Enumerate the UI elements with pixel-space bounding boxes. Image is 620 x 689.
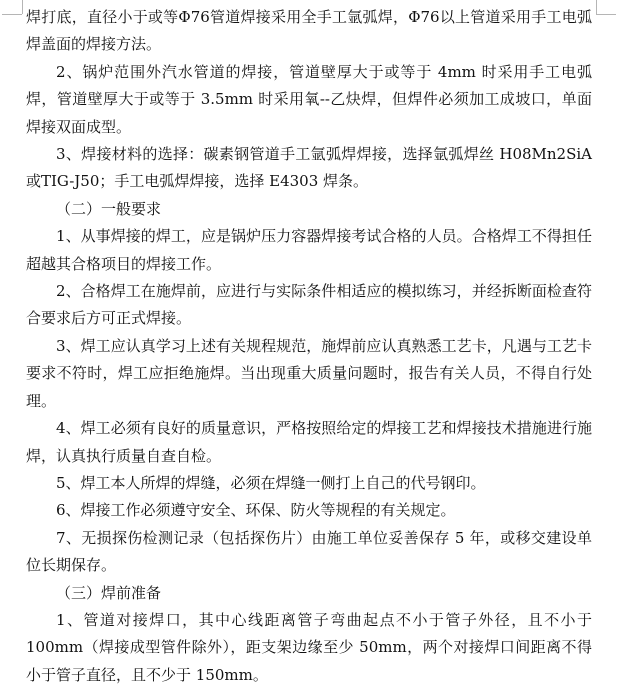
paragraph-item: 3、焊接材料的选择：碳素钢管道手工氩弧焊焊接，选择氩弧焊丝 H08Mn2SiA 或TIG-J50；手工电弧焊焊接，选择 E4303 焊条。 [26,145,592,191]
paragraph-continuation: 焊打底，直径小于或等Φ76管道焊接采用全手工氩弧焊，Φ76以上管道采用手工电弧焊盖面的焊接方法。 [26,8,592,54]
paragraph-item: 1、从事焊接的焊工，应是锅炉压力容器焊接考试合格的人员。合格焊工不得担任超越其合格项目的焊接工作。 [26,227,592,273]
paragraph-item: 3、焊工应认真学习上述有关规程规范，施焊前应认真熟悉工艺卡，凡遇与工艺卡要求不符时，焊工应拒绝施焊。当出现重大质量问题时，报告有关人员，不得自行处理。 [26,336,592,410]
left-margin-marker-horizontal [2,14,22,15]
section-heading-general-requirements: （二）一般要求 [56,199,162,218]
paragraph-item: 7、无损探伤检测记录（包括探伤片）由施工单位妥善保存 5 年，或移交建设单位长期保存。 [26,528,592,575]
right-margin-marker [596,0,597,14]
paragraph-item: 1、管道对接焊口，其中心线距离管子弯曲起点不小于管子外径，且不小于 100mm（焊接成型管件除外），距支架边缘至少 50mm，两个对接焊口间距离不得小于管子直径，且不少于 150mm。 [26,610,592,684]
right-margin-marker-horizontal [596,14,616,15]
paragraph-item: 5、焊工本人所焊的焊缝，必须在焊缝一侧打上自己的代号钢印。 [56,473,486,492]
paragraph-item: 6、焊接工作必须遵守安全、环保、防火等规程的有关规定。 [56,501,456,520]
section-heading-pre-weld-preparation: （三）焊前准备 [56,583,162,602]
paragraph-item: 2、锅炉范围外汽水管道的焊接，管道壁厚大于或等于 4mm 时采用手工电弧焊，管道壁厚大于或等于 3.5mm 时采用氧--乙炔焊，但焊件必须加工成坡口，单面焊接双面成型。 [26,62,592,136]
paragraph-item: 2、合格焊工在施焊前，应进行与实际条件相适应的模拟练习，并经拆断面检查符合要求后方可正式焊接。 [26,282,592,328]
document-body[interactable] [26,4,592,689]
paragraph-item: 4、焊工必须有良好的质量意识，严格按照给定的焊接工艺和焊接技术措施进行施焊，认真执行质量自查自检。 [26,419,592,465]
left-margin-marker [22,0,23,14]
